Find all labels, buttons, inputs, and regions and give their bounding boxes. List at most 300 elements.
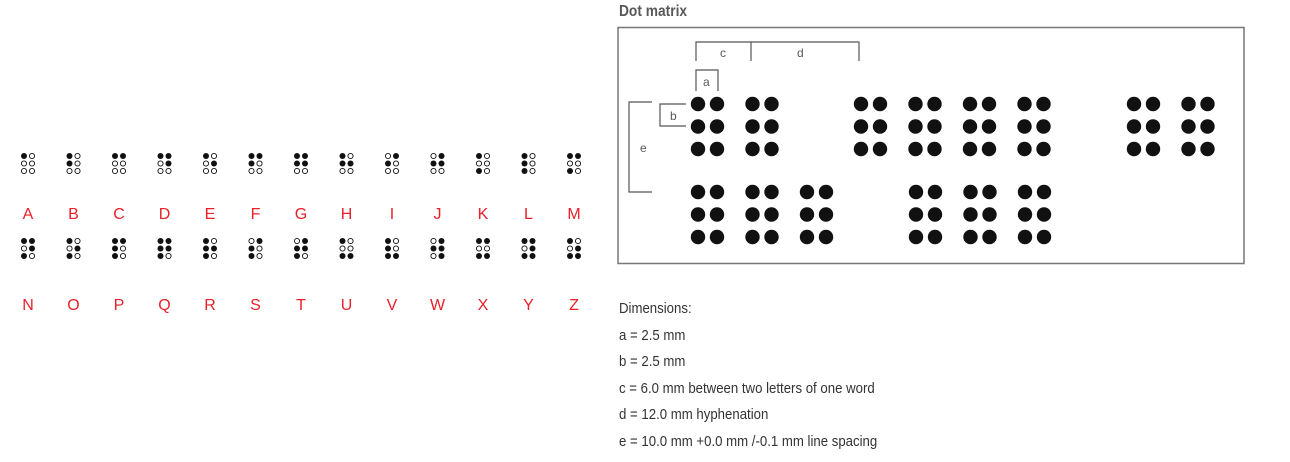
braille-dot-o-3 <box>67 253 73 259</box>
braille-dot-h-3 <box>340 168 345 173</box>
matrix-dot-line1-group0-cell0-6 <box>710 142 724 156</box>
letter-label-l: L <box>524 206 533 223</box>
braille-dot-v-4 <box>393 238 398 243</box>
braille-dot-b-3 <box>67 168 72 173</box>
braille-alphabet-chart <box>0 0 600 462</box>
matrix-dot-line1-group2-cell0-2 <box>1127 119 1141 133</box>
label-a: a <box>703 75 710 89</box>
braille-dot-s-2 <box>249 246 255 252</box>
braille-dot-o-6 <box>75 253 80 258</box>
letter-label-a: A <box>22 206 34 223</box>
matrix-dot-line1-group1-cell3-4 <box>1036 97 1050 111</box>
braille-dot-h-4 <box>348 153 353 158</box>
braille-dot-t-6 <box>302 253 307 258</box>
matrix-dot-line1-group1-cell1-1 <box>908 97 922 111</box>
braille-dot-y-6 <box>530 253 536 259</box>
letter-label-t: T <box>296 297 306 314</box>
matrix-dot-line1-group2-cell0-5 <box>1146 119 1160 133</box>
matrix-dot-line2-group0-cell2-1 <box>800 185 814 199</box>
matrix-dot-line1-group0-cell0-5 <box>710 119 724 133</box>
braille-dot-m-4 <box>575 153 581 159</box>
braille-dot-n-5 <box>29 246 35 252</box>
letter-label-c: C <box>113 206 125 223</box>
letter-label-o: O <box>67 297 80 314</box>
braille-dot-q-6 <box>166 253 171 258</box>
braille-dot-p-5 <box>120 246 125 251</box>
matrix-dot-line2-group1-cell0-5 <box>928 207 942 221</box>
braille-dot-p-4 <box>120 238 126 244</box>
braille-dot-d-6 <box>166 168 171 173</box>
matrix-dot-line1-group1-cell3-1 <box>1017 97 1031 111</box>
matrix-dot-line1-group2-cell1-6 <box>1200 142 1214 156</box>
letter-label-w: W <box>429 297 446 314</box>
braille-dot-l-2 <box>522 161 528 167</box>
matrix-dot-line2-group1-cell1-6 <box>982 230 996 244</box>
braille-dot-k-6 <box>484 168 489 173</box>
braille-dot-y-1 <box>522 238 528 244</box>
matrix-dot-line2-group1-cell2-1 <box>1018 185 1032 199</box>
braille-dot-w-5 <box>439 246 445 252</box>
braille-dot-c-6 <box>120 168 125 173</box>
matrix-dot-line1-group1-cell0-1 <box>854 97 868 111</box>
braille-dot-k-1 <box>476 153 482 159</box>
braille-dot-g-6 <box>302 168 307 173</box>
braille-dot-f-3 <box>249 168 254 173</box>
matrix-dot-line1-group1-cell0-3 <box>854 142 868 156</box>
braille-dot-k-5 <box>484 161 489 166</box>
braille-dot-a-2 <box>21 161 26 166</box>
braille-dot-c-2 <box>112 161 117 166</box>
matrix-dot-line1-group1-cell2-6 <box>982 142 996 156</box>
braille-dot-o-5 <box>75 246 81 252</box>
braille-dot-z-4 <box>575 238 580 243</box>
braille-dot-i-1 <box>385 153 390 158</box>
braille-dot-e-4 <box>211 153 216 158</box>
braille-dot-f-5 <box>257 161 262 166</box>
braille-dot-k-2 <box>476 161 481 166</box>
matrix-dot-line1-group0-cell1-4 <box>764 97 778 111</box>
braille-dot-y-5 <box>530 246 536 252</box>
braille-dot-i-6 <box>393 168 398 173</box>
braille-dot-s-6 <box>257 253 262 258</box>
bracket-d <box>751 42 859 61</box>
letter-label-n: N <box>22 297 34 314</box>
braille-dot-o-2 <box>67 246 72 251</box>
braille-dot-l-1 <box>522 153 528 159</box>
braille-cell-i <box>385 153 399 174</box>
dimension-d: d = 12.0 mm hyphenation <box>619 406 769 423</box>
dimension-b: b = 2.5 mm <box>619 353 686 370</box>
braille-dot-n-2 <box>21 246 26 251</box>
braille-dot-w-4 <box>439 238 445 244</box>
braille-dot-y-2 <box>522 246 527 251</box>
braille-dot-f-2 <box>249 161 255 167</box>
braille-cell-b <box>67 153 81 174</box>
braille-dot-r-5 <box>211 246 217 252</box>
braille-dot-y-4 <box>530 238 536 244</box>
letter-label-x: X <box>477 297 489 314</box>
matrix-dot-line1-group0-cell1-3 <box>745 142 759 156</box>
braille-dot-l-6 <box>530 168 535 173</box>
braille-dot-q-1 <box>158 238 164 244</box>
matrix-dot-line2-group1-cell0-1 <box>909 185 923 199</box>
braille-dot-g-5 <box>302 161 308 167</box>
matrix-dot-line2-group1-cell0-6 <box>928 230 942 244</box>
matrix-dot-line1-group1-cell2-2 <box>963 119 977 133</box>
braille-dot-m-5 <box>575 161 580 166</box>
braille-cell-t <box>294 238 308 259</box>
braille-dot-r-2 <box>203 246 209 252</box>
braille-dot-z-6 <box>575 253 581 259</box>
braille-dot-o-4 <box>75 238 80 243</box>
braille-cell-q <box>158 238 172 259</box>
braille-cell-l <box>522 153 536 174</box>
matrix-dot-line2-group1-cell1-5 <box>982 207 996 221</box>
braille-dot-d-4 <box>166 153 172 159</box>
braille-dot-n-1 <box>21 238 27 244</box>
braille-dot-l-5 <box>530 161 535 166</box>
matrix-dot-line2-group1-cell1-3 <box>963 230 977 244</box>
matrix-dot-line1-group1-cell3-2 <box>1017 119 1031 133</box>
braille-dot-x-5 <box>484 246 489 251</box>
label-b: b <box>670 109 677 123</box>
braille-dot-i-5 <box>393 161 398 166</box>
matrix-dot-line1-group1-cell2-3 <box>963 142 977 156</box>
braille-dot-i-3 <box>385 168 390 173</box>
matrix-dot-line2-group0-cell0-6 <box>710 230 724 244</box>
label-c: c <box>720 46 726 60</box>
braille-dot-t-4 <box>302 238 308 244</box>
letter-label-b: B <box>68 206 79 223</box>
matrix-dot-line1-group0-cell0-4 <box>710 97 724 111</box>
braille-dot-b-6 <box>75 168 80 173</box>
matrix-dot-line2-group0-cell2-5 <box>819 207 833 221</box>
braille-dot-z-1 <box>567 238 573 244</box>
matrix-dot-line2-group0-cell0-2 <box>691 207 705 221</box>
matrix-dot-line2-group0-cell2-3 <box>800 230 814 244</box>
braille-dot-f-1 <box>249 153 255 159</box>
matrix-dot-line2-group1-cell2-5 <box>1037 207 1051 221</box>
braille-dot-r-1 <box>203 238 209 244</box>
matrix-dot-line1-group1-cell1-3 <box>908 142 922 156</box>
matrix-dot-line2-group1-cell2-2 <box>1018 207 1032 221</box>
matrix-dot-line1-group1-cell0-2 <box>854 119 868 133</box>
braille-dot-a-3 <box>21 168 26 173</box>
braille-dot-q-2 <box>158 246 164 252</box>
braille-dot-h-1 <box>340 153 346 159</box>
braille-dot-e-2 <box>203 161 208 166</box>
matrix-dot-line1-group2-cell1-3 <box>1181 142 1195 156</box>
braille-dot-s-5 <box>257 246 262 251</box>
matrix-dot-line1-group0-cell1-5 <box>764 119 778 133</box>
braille-dot-w-6 <box>439 253 445 259</box>
matrix-dot-line1-group2-cell1-1 <box>1181 97 1195 111</box>
matrix-dot-line2-group1-cell0-2 <box>909 207 923 221</box>
matrix-dot-line2-group1-cell1-4 <box>982 185 996 199</box>
braille-dot-v-3 <box>385 253 391 259</box>
matrix-dot-line1-group0-cell0-3 <box>691 142 705 156</box>
matrix-dot-line1-group2-cell1-4 <box>1200 97 1214 111</box>
matrix-dot-line2-group0-cell1-2 <box>745 207 759 221</box>
matrix-dot-line1-group1-cell0-4 <box>873 97 887 111</box>
dimensions-list <box>619 298 1147 457</box>
braille-dot-a-5 <box>29 161 34 166</box>
braille-dot-g-1 <box>294 153 300 159</box>
braille-dot-c-4 <box>120 153 126 159</box>
braille-dot-t-5 <box>302 246 308 252</box>
matrix-dot-line1-group1-cell3-6 <box>1036 142 1050 156</box>
braille-cell-x <box>476 238 490 259</box>
braille-cell-y <box>522 238 536 259</box>
braille-dot-j-5 <box>439 161 445 167</box>
dimensions-heading: Dimensions: <box>619 300 692 317</box>
matrix-dot-line1-group0-cell1-6 <box>764 142 778 156</box>
braille-dot-g-2 <box>294 161 300 167</box>
matrix-dot-line2-group1-cell2-6 <box>1037 230 1051 244</box>
braille-dot-f-4 <box>257 153 263 159</box>
matrix-dot-line2-group0-cell1-6 <box>764 230 778 244</box>
braille-dot-q-3 <box>158 253 164 259</box>
braille-dot-g-4 <box>302 153 308 159</box>
braille-dot-c-3 <box>112 168 117 173</box>
braille-dot-a-4 <box>29 153 34 158</box>
letter-label-z: Z <box>569 297 579 314</box>
matrix-dot-line1-group0-cell1-1 <box>745 97 759 111</box>
braille-dot-b-1 <box>67 153 73 159</box>
braille-dot-e-5 <box>211 161 217 167</box>
matrix-dot-line1-group1-cell3-5 <box>1036 119 1050 133</box>
braille-cell-k <box>476 153 490 174</box>
matrix-dot-line1-group1-cell1-6 <box>927 142 941 156</box>
braille-dot-d-1 <box>158 153 164 159</box>
braille-dot-r-6 <box>211 253 216 258</box>
matrix-dot-line2-group0-cell0-1 <box>691 185 705 199</box>
braille-dot-o-1 <box>67 238 73 244</box>
braille-dot-n-6 <box>29 253 34 258</box>
braille-dot-v-2 <box>385 246 391 252</box>
braille-dot-h-5 <box>348 161 354 167</box>
braille-dot-t-3 <box>294 253 300 259</box>
braille-cell-h <box>340 153 354 174</box>
matrix-dot-line1-group2-cell0-6 <box>1146 142 1160 156</box>
braille-dot-h-6 <box>348 168 353 173</box>
braille-cell-j <box>431 153 445 174</box>
letter-label-y: Y <box>523 297 534 314</box>
braille-cell-n <box>21 238 35 259</box>
braille-dot-p-1 <box>112 238 118 244</box>
matrix-dot-line1-group1-cell1-2 <box>908 119 922 133</box>
braille-cell-z <box>567 238 581 259</box>
matrix-dot-line1-group1-cell1-5 <box>927 119 941 133</box>
letter-label-e: E <box>204 206 216 223</box>
braille-cell-c <box>112 153 126 174</box>
matrix-dot-line1-group2-cell0-4 <box>1146 97 1160 111</box>
braille-dot-m-1 <box>567 153 573 159</box>
matrix-dot-line1-group1-cell2-5 <box>982 119 996 133</box>
letter-label-i: I <box>389 206 395 223</box>
matrix-dot-line2-group1-cell0-3 <box>909 230 923 244</box>
letter-label-v: V <box>386 297 398 314</box>
braille-dot-n-3 <box>21 253 27 259</box>
braille-dot-w-1 <box>431 238 436 243</box>
matrix-dot-line2-group0-cell2-4 <box>819 185 833 199</box>
braille-dot-y-3 <box>522 253 528 259</box>
braille-dot-p-6 <box>120 253 125 258</box>
dot-matrix-title: Dot matrix <box>619 3 688 20</box>
braille-dot-e-1 <box>203 153 209 159</box>
matrix-dot-line1-group1-cell2-1 <box>963 97 977 111</box>
label-e: e <box>640 141 647 155</box>
letter-label-s: S <box>250 297 261 314</box>
dimension-c: c = 6.0 mm between two letters of one word <box>619 379 875 397</box>
matrix-dot-line1-group0-cell0-2 <box>691 119 705 133</box>
matrix-dot-line2-group0-cell0-4 <box>710 185 724 199</box>
matrix-dot-line1-group1-cell0-6 <box>873 142 887 156</box>
braille-dot-u-1 <box>340 238 346 244</box>
dot-matrix-diagram <box>616 26 1248 266</box>
braille-dot-r-4 <box>211 238 216 243</box>
matrix-dot-line1-group1-cell2-4 <box>982 97 996 111</box>
braille-dot-l-3 <box>522 168 528 174</box>
matrix-dot-line2-group0-cell1-5 <box>764 207 778 221</box>
matrix-dot-line1-group2-cell0-1 <box>1127 97 1141 111</box>
braille-cell-w <box>431 238 445 259</box>
braille-cell-d <box>158 153 172 174</box>
matrix-dot-line2-group0-cell1-4 <box>764 185 778 199</box>
dimension-a: a = 2.5 mm <box>619 326 686 344</box>
braille-dot-x-3 <box>476 253 482 259</box>
braille-dot-k-3 <box>476 168 482 174</box>
braille-cell-o <box>67 238 81 259</box>
letter-label-p: P <box>113 297 125 314</box>
braille-cell-r <box>203 238 217 259</box>
letter-label-m: M <box>567 206 581 223</box>
braille-dot-w-2 <box>431 246 437 252</box>
matrix-dot-line2-group0-cell0-5 <box>710 207 724 221</box>
braille-dot-l-4 <box>530 153 535 158</box>
braille-dot-p-2 <box>112 246 118 252</box>
matrix-dot-line1-group1-cell1-4 <box>927 97 941 111</box>
braille-dot-s-3 <box>249 253 255 259</box>
braille-dot-c-5 <box>120 161 125 166</box>
letter-label-f: F <box>250 206 261 223</box>
braille-dot-b-4 <box>75 153 80 158</box>
letter-label-q: Q <box>158 297 171 314</box>
braille-dot-i-2 <box>385 161 391 167</box>
braille-dot-v-5 <box>393 246 398 251</box>
braille-dot-s-4 <box>257 238 263 244</box>
braille-dot-a-6 <box>29 168 34 173</box>
braille-dot-n-4 <box>29 238 35 244</box>
braille-dot-t-1 <box>294 238 299 243</box>
matrix-dot-line1-group0-cell0-1 <box>691 97 705 111</box>
matrix-dot-line2-group0-cell2-6 <box>819 230 833 244</box>
braille-dot-x-1 <box>476 238 482 244</box>
braille-dot-u-6 <box>348 253 354 259</box>
braille-cell-v <box>385 238 399 259</box>
letter-label-j: J <box>433 206 442 223</box>
matrix-dot-line2-group1-cell2-3 <box>1018 230 1032 244</box>
letter-label-r: R <box>204 297 216 314</box>
matrix-dot-line1-group2-cell0-3 <box>1127 142 1141 156</box>
braille-dot-j-2 <box>431 161 437 167</box>
braille-dot-d-3 <box>158 168 163 173</box>
braille-dot-e-6 <box>211 168 216 173</box>
braille-dot-u-2 <box>340 246 345 251</box>
letter-label-k: K <box>477 206 489 223</box>
braille-dot-v-6 <box>393 253 399 259</box>
braille-dot-e-3 <box>203 168 208 173</box>
matrix-dot-line1-group1-cell0-5 <box>873 119 887 133</box>
matrix-dot-line1-group2-cell1-5 <box>1200 119 1214 133</box>
braille-dot-x-2 <box>476 246 481 251</box>
braille-dot-w-3 <box>431 253 436 258</box>
braille-dot-m-3 <box>567 168 573 174</box>
braille-dot-u-5 <box>348 246 353 251</box>
braille-cell-m <box>567 153 581 174</box>
matrix-dot-line2-group0-cell2-2 <box>800 207 814 221</box>
braille-dot-z-5 <box>575 246 581 252</box>
letter-label-u: U <box>340 297 353 314</box>
braille-dot-a-1 <box>21 153 27 159</box>
letter-label-g: G <box>294 206 308 223</box>
braille-dot-j-3 <box>431 168 436 173</box>
braille-cell-p <box>112 238 126 259</box>
braille-dot-m-2 <box>567 161 572 166</box>
braille-dot-v-1 <box>385 238 391 244</box>
matrix-dot-line2-group0-cell1-1 <box>745 185 759 199</box>
braille-cell-e <box>203 153 217 174</box>
matrix-dot-line1-group0-cell1-2 <box>745 119 759 133</box>
matrix-dot-line2-group1-cell1-1 <box>963 185 977 199</box>
braille-dot-j-6 <box>439 168 444 173</box>
braille-dot-f-6 <box>257 168 262 173</box>
label-d: d <box>797 46 804 60</box>
braille-dot-u-3 <box>340 253 346 259</box>
braille-dot-p-3 <box>112 253 118 259</box>
braille-dot-h-2 <box>340 161 346 167</box>
braille-dot-z-3 <box>567 253 573 259</box>
letter-label-d: D <box>158 206 171 223</box>
braille-dot-c-1 <box>112 153 118 159</box>
matrix-dot-line2-group1-cell2-4 <box>1037 185 1051 199</box>
braille-cell-s <box>249 238 263 259</box>
matrix-dot-line1-group2-cell1-2 <box>1181 119 1195 133</box>
braille-dot-t-2 <box>294 246 300 252</box>
braille-cell-g <box>294 153 308 174</box>
braille-dot-g-3 <box>294 168 299 173</box>
braille-dot-i-4 <box>393 153 399 159</box>
braille-dot-x-6 <box>484 253 490 259</box>
braille-cell-a <box>21 153 35 174</box>
braille-dot-m-6 <box>575 168 580 173</box>
braille-dot-q-4 <box>166 238 172 244</box>
braille-dot-b-2 <box>67 161 73 167</box>
braille-cell-f <box>249 153 263 174</box>
matrix-dot-line2-group1-cell1-2 <box>963 207 977 221</box>
matrix-dot-line2-group1-cell0-4 <box>928 185 942 199</box>
letter-label-h: H <box>340 206 353 223</box>
braille-dot-b-5 <box>75 161 80 166</box>
matrix-dot-line2-group0-cell0-3 <box>691 230 705 244</box>
braille-dot-q-5 <box>166 246 172 252</box>
braille-dot-d-2 <box>158 161 163 166</box>
braille-dot-z-2 <box>567 246 572 251</box>
braille-dot-r-3 <box>203 253 209 259</box>
braille-dot-s-1 <box>249 238 254 243</box>
braille-dot-x-4 <box>484 238 490 244</box>
matrix-dot-line2-group0-cell1-3 <box>745 230 759 244</box>
